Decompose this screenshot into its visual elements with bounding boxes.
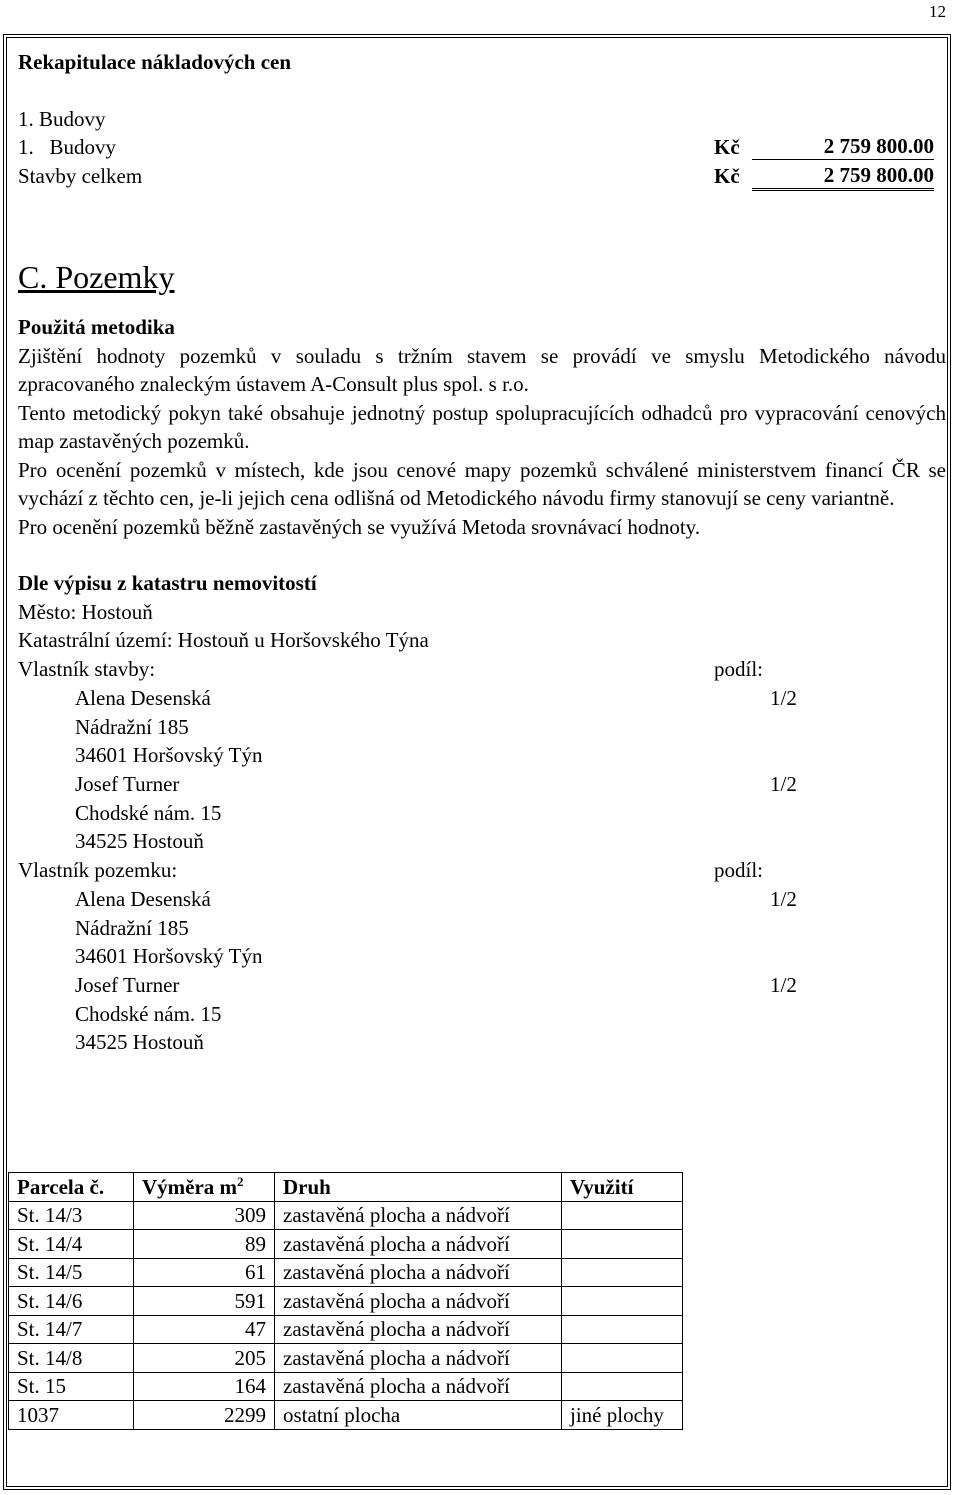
recap-row-label: 1. Budovy xyxy=(18,135,117,159)
owner-share: 1/2 xyxy=(770,886,797,911)
owner-share: 1/2 xyxy=(770,771,797,796)
recap-amount: 2 759 800.00 xyxy=(752,133,934,160)
cell-use xyxy=(562,1287,683,1316)
section-heading-pozemky: C. Pozemky xyxy=(18,259,175,295)
recap-total-amount: 2 759 800.00 xyxy=(752,162,934,191)
method-paragraph: Pro ocenění pozemků v místech, kde jsou cenové mapy pozemků schválené ministerstvem financí ČR se vychází z těchto cen, je-li jejich cena odlišná od Metodického návodu firmy stanovují se ceny variantně. xyxy=(18,457,946,510)
cell-area: 89 xyxy=(134,1230,275,1259)
method-paragraph: Pro ocenění pozemků běžně zastavěných se využívá Metoda srovnávací hodnoty. xyxy=(18,514,701,539)
table-row xyxy=(9,1401,683,1430)
cell-type: zastavěná plocha a nádvoří xyxy=(275,1372,562,1401)
owner-share: 1/2 xyxy=(770,972,797,997)
method-paragraph: Tento metodický pokyn také obsahuje jednotný postup spolupracujících odhadců pro vypracování cenových map zastavěných pozemků. xyxy=(18,400,946,453)
owner-name xyxy=(18,971,946,1000)
cell-type: zastavěná plocha a nádvoří xyxy=(275,1201,562,1230)
owner-city: 34601 Horšovský Týn xyxy=(75,944,263,968)
owner-name xyxy=(18,684,946,713)
owner-share: 1/2 xyxy=(770,685,797,710)
cell-area: 591 xyxy=(134,1287,275,1316)
cell-area: 2299 xyxy=(134,1401,275,1430)
table-row xyxy=(9,1344,683,1373)
header-area-text: Výměra m xyxy=(142,1174,238,1199)
owner-city: 34525 Hostouň xyxy=(75,1030,204,1054)
cell-use: jiné plochy xyxy=(562,1401,683,1430)
owner-name-text: Alena Desenská xyxy=(75,685,211,710)
header-parcel: Parcela č. xyxy=(9,1173,134,1202)
header-type: Druh xyxy=(275,1173,562,1202)
cadastre-city: Město: Hostouň xyxy=(18,599,153,624)
table-row xyxy=(9,1201,683,1230)
table-row xyxy=(9,1372,683,1401)
cell-parcel: St. 14/8 xyxy=(9,1344,134,1373)
owner-street: Nádražní 185 xyxy=(75,915,189,940)
cell-use xyxy=(562,1230,683,1259)
cell-area: 61 xyxy=(134,1258,275,1287)
parcel-table-header xyxy=(9,1173,683,1202)
table-row xyxy=(9,1287,683,1316)
owner-city: 34601 Horšovský Týn xyxy=(75,743,263,767)
cadastre-title: Dle výpisu z katastru nemovitostí xyxy=(18,571,317,595)
table-row xyxy=(9,1258,683,1287)
header-use: Využití xyxy=(562,1173,683,1202)
owner-street: Chodské nám. 15 xyxy=(75,800,222,825)
share-label: podíl: xyxy=(714,656,764,681)
table-row xyxy=(9,1315,683,1344)
cell-type: zastavěná plocha a nádvoří xyxy=(275,1230,562,1259)
cell-parcel: 1037 xyxy=(9,1401,134,1430)
owner-name-text: Josef Turner xyxy=(75,972,180,997)
cell-type: zastavěná plocha a nádvoří xyxy=(275,1315,562,1344)
building-owner-header xyxy=(18,655,946,684)
cell-type: zastavěná plocha a nádvoří xyxy=(275,1344,562,1373)
owner-name xyxy=(18,770,946,799)
header-area xyxy=(134,1173,275,1202)
cell-type: zastavěná plocha a nádvoří xyxy=(275,1258,562,1287)
owner-street: Nádražní 185 xyxy=(75,714,189,739)
header-area-sup: 2 xyxy=(237,1173,244,1189)
parcel-table xyxy=(8,1172,683,1430)
building-owner-label: Vlastník stavby: xyxy=(18,656,156,681)
cell-type: ostatní plocha xyxy=(275,1401,562,1430)
recap-row-label: Stavby celkem xyxy=(18,164,143,188)
owner-street: Chodské nám. 15 xyxy=(75,1001,222,1026)
cell-parcel: St. 14/4 xyxy=(9,1230,134,1259)
page-number: 12 xyxy=(929,2,946,21)
recap-currency: Kč xyxy=(714,164,740,188)
recap-currency: Kč xyxy=(714,135,740,159)
cell-area: 164 xyxy=(134,1372,275,1401)
cell-use xyxy=(562,1258,683,1287)
recap-section: 1. Budovy xyxy=(18,106,106,131)
cell-use xyxy=(562,1315,683,1344)
owner-name-text: Josef Turner xyxy=(75,771,180,796)
cell-parcel: St. 14/3 xyxy=(9,1201,134,1230)
owner-name-text: Alena Desenská xyxy=(75,886,211,911)
cell-area: 47 xyxy=(134,1315,275,1344)
cell-parcel: St. 14/7 xyxy=(9,1315,134,1344)
owner-city: 34525 Hostouň xyxy=(75,829,204,853)
share-label: podíl: xyxy=(714,857,764,882)
cell-area: 309 xyxy=(134,1201,275,1230)
land-owner-label: Vlastník pozemku: xyxy=(18,857,178,882)
recap-row-total xyxy=(18,162,946,191)
page-content xyxy=(18,46,946,1057)
cell-use xyxy=(562,1344,683,1373)
cell-parcel: St. 14/6 xyxy=(9,1287,134,1316)
recap-row-budovy xyxy=(18,133,946,162)
cell-use xyxy=(562,1372,683,1401)
recap-title: Rekapitulace nákladových cen xyxy=(18,50,292,74)
method-title: Použitá metodika xyxy=(18,315,175,339)
cell-parcel: St. 14/5 xyxy=(9,1258,134,1287)
cadastre-territory: Katastrální území: Hostouň u Horšovského Týna xyxy=(18,628,429,652)
method-paragraph: Zjištění hodnoty pozemků v souladu s tržním stavem se provádí ve smyslu Metodického návodu zpracovaného znaleckým ústavem A-Consult plus spol. s r.o. xyxy=(18,343,946,396)
land-owner-header xyxy=(18,856,946,885)
cell-use xyxy=(562,1201,683,1230)
cell-type: zastavěná plocha a nádvoří xyxy=(275,1287,562,1316)
cell-parcel: St. 15 xyxy=(9,1372,134,1401)
table-row xyxy=(9,1230,683,1259)
owner-name xyxy=(18,885,946,914)
cell-area: 205 xyxy=(134,1344,275,1373)
